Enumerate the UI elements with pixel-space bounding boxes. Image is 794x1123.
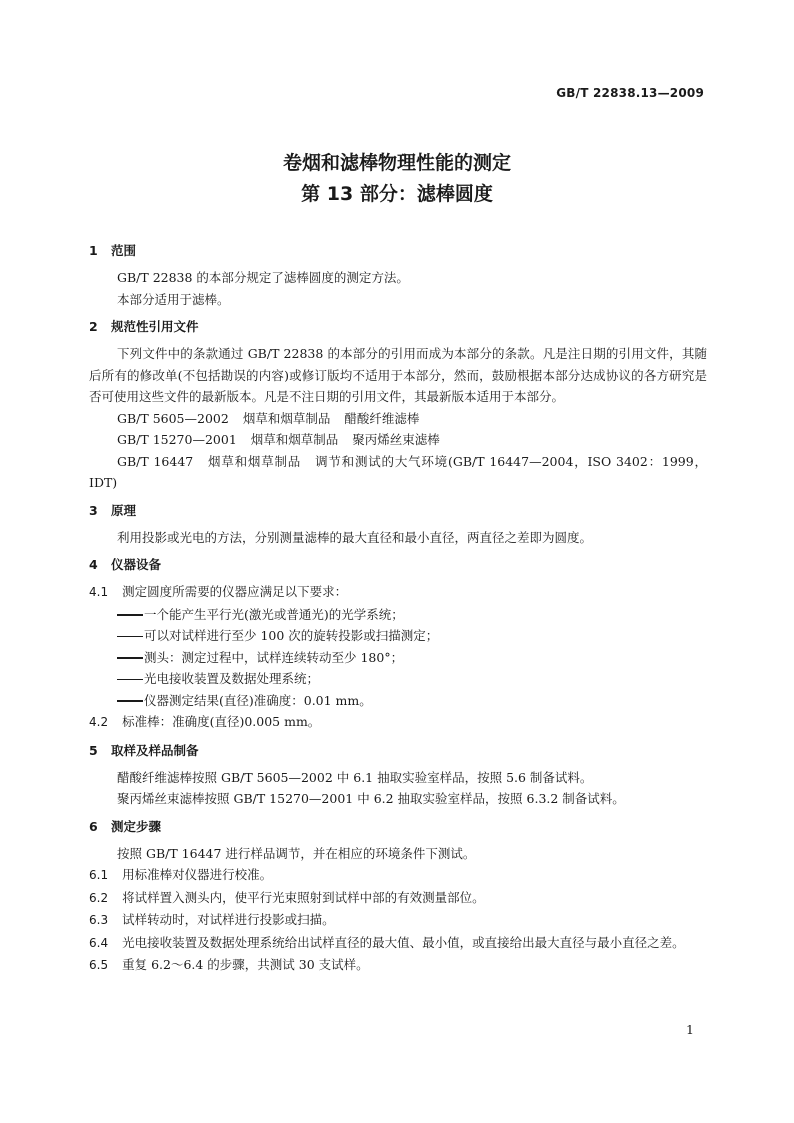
clause-6-2 xyxy=(89,887,707,910)
list-item xyxy=(89,604,707,626)
dash-marker xyxy=(117,657,143,658)
title-line-2: 第 13 部分：滤棒圆度 xyxy=(301,183,493,205)
title-line-1: 卷烟和滤棒物理性能的测定 xyxy=(282,152,511,174)
reference-code: GB/T 5605—2002 xyxy=(117,410,229,426)
clause-6-4 xyxy=(89,932,707,955)
clause-text: 试样转动时，对试样进行投影或扫描。 xyxy=(122,912,335,927)
normative-reference xyxy=(89,451,707,494)
reference-title-part: 烟草和烟草制品 xyxy=(207,453,302,469)
section-4-heading xyxy=(89,554,707,576)
section-6-heading xyxy=(89,816,707,838)
normative-reference xyxy=(89,429,707,451)
standard-code: GB/T 22838.13—2009 xyxy=(556,86,704,100)
section-5-heading xyxy=(89,740,707,762)
paragraph: 本部分适用于滤棒。 xyxy=(117,291,230,307)
clause-number: 4.2 xyxy=(89,715,109,729)
clause-number: 4.1 xyxy=(89,585,109,599)
clause-text: 将试样置入测头内，使平行光束照射到试样中部的有效测量部位。 xyxy=(122,889,485,905)
section-title: 取样及样品制备 xyxy=(111,742,199,758)
section-number: 6 xyxy=(89,818,98,834)
dash-marker xyxy=(117,679,143,680)
section-3-heading xyxy=(89,500,707,522)
list-item xyxy=(89,690,707,712)
normative-reference xyxy=(89,408,707,430)
dash-marker xyxy=(117,700,143,701)
list-item-text: 光电接收装置及数据处理系统； xyxy=(144,671,320,686)
list-item-text: 测头：测定过程中，试样连续转动至少 180°； xyxy=(144,649,404,665)
clause-text: 光电接收装置及数据处理系统给出试样直径的最大值、最小值，或直接给出最大直径与最小直径之差。 xyxy=(122,934,685,950)
list-item-text: 仪器测定结果(直径)准确度：0.01 mm。 xyxy=(144,692,372,708)
section-title: 仪器设备 xyxy=(111,557,162,572)
list-item xyxy=(89,668,707,690)
paragraph: 醋酸纤维滤棒按照 GB/T 5605—2002 中 6.1 抽取实验室样品，按照 5.6 制备试料。 xyxy=(117,769,593,785)
section-number: 2 xyxy=(89,319,98,334)
clause-text: 测定圆度所需要的仪器应满足以下要求： xyxy=(122,584,348,599)
paragraph: 利用投影或光电的方法，分别测量滤棒的最大直径和最小直径，两直径之差即为圆度。 xyxy=(117,529,593,545)
clause-6-5 xyxy=(89,954,707,977)
clause-number: 6.1 xyxy=(89,868,109,882)
section-title: 原理 xyxy=(111,502,137,518)
dash-marker xyxy=(117,614,143,615)
list-item xyxy=(89,647,707,669)
reference-code: GB/T 16447 xyxy=(117,453,194,469)
section-title: 规范性引用文件 xyxy=(111,319,199,334)
section-2-heading xyxy=(89,316,707,338)
section-title: 范围 xyxy=(111,243,137,258)
reference-title-part: 烟草和烟草制品 xyxy=(250,432,339,447)
clause-4-1 xyxy=(89,581,707,604)
clause-6-3 xyxy=(89,909,707,932)
clause-4-2 xyxy=(89,711,707,734)
dash-marker xyxy=(117,636,143,637)
list-item-text: 可以对试样进行至少 100 次的旋转投影或扫描测定； xyxy=(144,628,439,643)
paragraph: 下列文件中的条款通过 GB/T 22838 的本部分的引用而成为本部分的条款。凡是注日期的引用文件，其随后所有的修改单(不包括勘误的内容)或修订版均不适用于本部分，然而，鼓励根据本部分达成协议的各方研究是否可使用这些文件的最新版本。凡是不注日期的引用文件，其最新版本适用于本部分。 xyxy=(89,346,707,404)
document-body xyxy=(89,240,707,977)
paragraph: 按照 GB/T 16447 进行样品调节，并在相应的环境条件下测试。 xyxy=(117,845,476,861)
clause-number: 6.5 xyxy=(89,958,109,972)
clause-text: 重复 6.2～6.4 的步骤，共测试 30 支试样。 xyxy=(122,957,369,972)
section-title: 测定步骤 xyxy=(111,818,162,834)
section-1-heading xyxy=(89,240,707,262)
list-item xyxy=(89,625,707,647)
clause-text: 用标准棒对仪器进行校准。 xyxy=(122,867,273,882)
section-number: 4 xyxy=(89,557,98,572)
reference-code: GB/T 15270—2001 xyxy=(117,432,237,447)
reference-title-part: 调节和测试的大气环境(GB/T 16447—2004，ISO 3402：1999，IDT) xyxy=(89,453,707,490)
page-number: 1 xyxy=(686,1022,694,1037)
clause-text: 标准棒：准确度(直径)0.005 mm。 xyxy=(122,714,321,729)
paragraph: 聚丙烯丝束滤棒按照 GB/T 15270—2001 中 6.2 抽取实验室样品，按照 6.3.2 制备试料。 xyxy=(117,791,625,806)
clause-6-1 xyxy=(89,864,707,887)
paragraph: GB/T 22838 的本部分规定了滤棒圆度的测定方法。 xyxy=(117,270,409,285)
section-number: 3 xyxy=(89,502,98,518)
section-number: 1 xyxy=(89,243,98,258)
clause-number: 6.4 xyxy=(89,935,109,950)
clause-number: 6.3 xyxy=(89,913,109,927)
reference-title-part: 聚丙烯丝束滤棒 xyxy=(352,432,440,447)
section-number: 5 xyxy=(89,742,98,758)
reference-title-part: 醋酸纤维滤棒 xyxy=(344,410,420,426)
clause-number: 6.2 xyxy=(89,890,109,905)
list-item-text: 一个能产生平行光(激光或普通光)的光学系统； xyxy=(144,606,404,622)
reference-title-part: 烟草和烟草制品 xyxy=(242,410,331,426)
document-title xyxy=(0,148,794,210)
